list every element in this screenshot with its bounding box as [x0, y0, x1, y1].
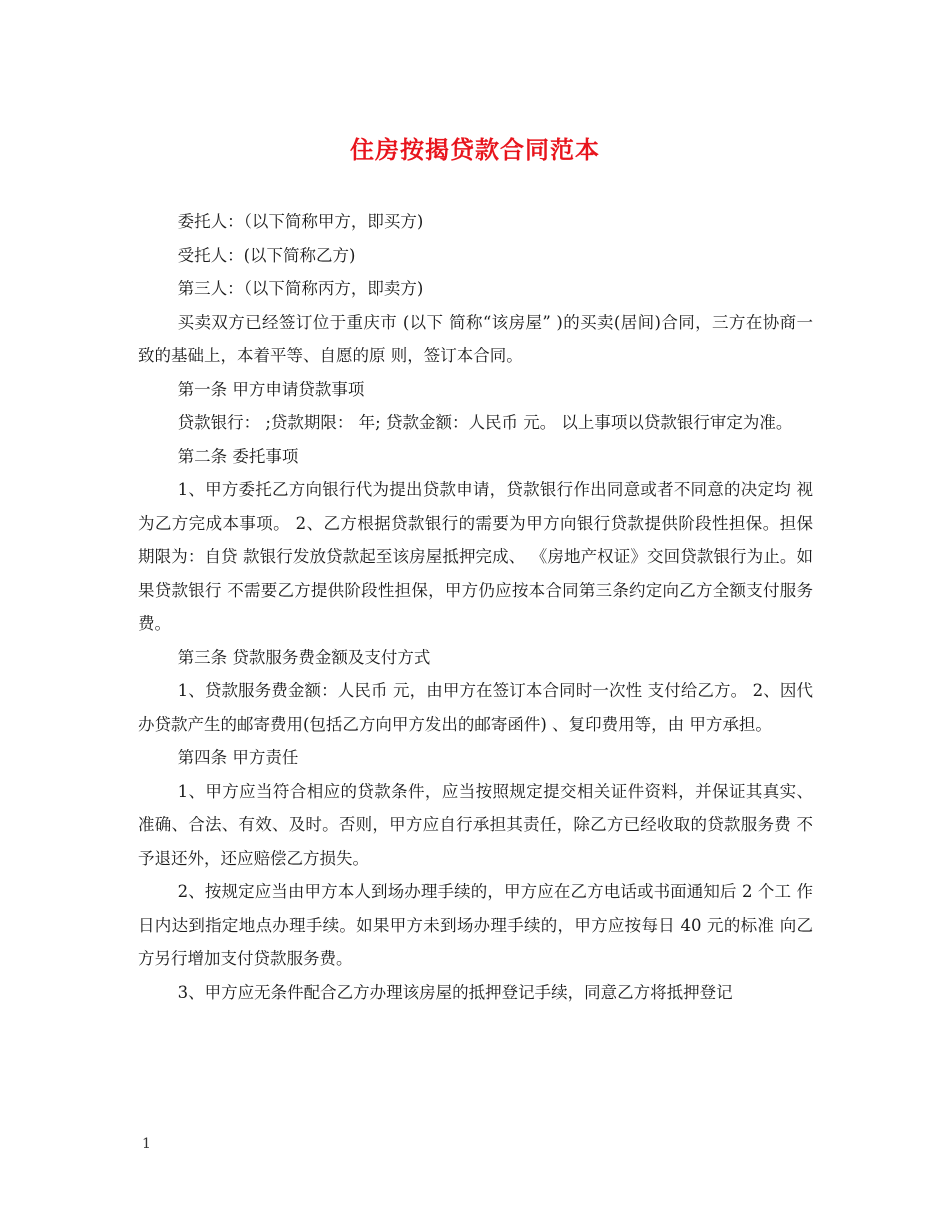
- section-heading: 第四条 甲方责任: [177, 748, 299, 767]
- paragraph: 第三人：（以下简称丙方，即卖方): [177, 279, 424, 298]
- page-number: 1: [142, 1136, 151, 1152]
- paragraph: 买卖双方已经签订位于重庆市 (以下 简称“该房屋” )的买卖(居间)合同，三方在协商一致的基础上，本着平等、自愿的原 则，签订本合同。: [138, 312, 813, 365]
- paragraph: 受托人：(以下简称乙方): [177, 245, 356, 265]
- paragraph: 委托人：（以下简称甲方，即买方): [177, 212, 424, 231]
- paragraph: 1、甲方委托乙方向银行代为提出贷款申请，贷款银行作出同意或者不同意的决定均 视为乙方完成本事项。 2、乙方根据贷款银行的需要为甲方向银行贷款提供阶段性担保。担保期限为：自贷 款银行发放贷款起至该房屋抵押完成、 《房地产权证》交回贷款银行为止。如果贷款银行 不需要乙方提供阶段性担保，甲方仍应按本合同第三条约定向乙方全额支付服务费。: [138, 480, 813, 633]
- section-heading: 第一条 甲方申请贷款事项: [177, 379, 365, 399]
- document-body: [138, 205, 813, 1009]
- section-heading: 第三条 贷款服务费金额及支付方式: [177, 647, 431, 667]
- paragraph: 1、甲方应当符合相应的贷款条件，应当按照规定提交相关证件资料，并保证其真实、 准确、合法、有效、及时。否则，甲方应自行承担其责任，除乙方已经收取的贷款服务费 不予退还外，还应赔偿乙方损失。: [138, 781, 813, 868]
- paragraph: 贷款银行： ;贷款期限： 年; 贷款金额：人民币 元。 以上事项以贷款银行审定为准。: [177, 413, 793, 432]
- document-title: 住房按揭贷款合同范本: [350, 135, 600, 164]
- paragraph: 3、甲方应无条件配合乙方办理该房屋的抵押登记手续，同意乙方将抵押登记: [177, 982, 733, 1002]
- section-heading: 第二条 委托事项: [177, 446, 299, 466]
- paragraph: 2、按规定应当由甲方本人到场办理手续的，甲方应在乙方电话或书面通知后 2 个工 作日内达到指定地点办理手续。如果甲方未到场办理手续的，甲方应按每日 40 元的标准 向乙方另行增加支付贷款服务费。: [138, 882, 813, 968]
- paragraph: 1、贷款服务费金额：人民币 元，由甲方在签订本合同时一次性 支付给乙方。 2、因代办贷款产生的邮寄费用(包括乙方向甲方发出的邮寄函件) 、复印费用等，由 甲方承担。: [138, 681, 813, 734]
